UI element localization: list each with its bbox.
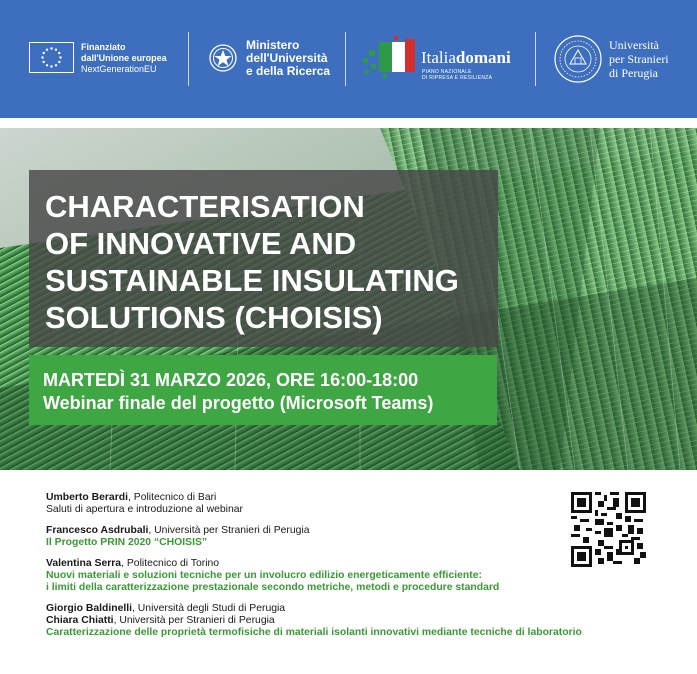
speaker-affiliation: , Politecnico di Bari (128, 492, 217, 503)
header-divider (345, 32, 346, 86)
title-line: OF INNOVATIVE AND (45, 226, 357, 261)
ministry-line3: e della Ricerca (246, 64, 331, 78)
university-line1: Università (609, 38, 659, 52)
italiadomani-name-light: Italia (421, 48, 456, 67)
ministry-line1: Ministero (246, 38, 300, 52)
italiadomani-sub1: PIANO NAZIONALE (422, 69, 472, 75)
speaker-affiliation: , Politecnico di Torino (121, 558, 220, 569)
italiadomani-sub2: DI RIPRESA E RESILIENZA (422, 75, 493, 81)
programme-item (46, 525, 646, 549)
speaker-affiliation: , Università degli Studi di Perugia (132, 603, 286, 614)
university-line3: di Perugia (609, 66, 658, 80)
title-line: CHARACTERISATION (45, 189, 365, 224)
title-line: SUSTAINABLE INSULATING (45, 263, 459, 298)
talk-title: i limiti della caratterizzazione prestazionale secondo metriche, metodi e procedure standard (46, 582, 500, 593)
eu-line1: Finanziato (81, 42, 126, 52)
speaker-name: Valentina Serra (46, 558, 122, 569)
speaker-name: Umberto Berardi (46, 492, 128, 503)
header-band (0, 0, 697, 118)
header-divider (188, 32, 189, 86)
title-line: SOLUTIONS (CHOISIS) (45, 300, 383, 335)
speaker-line (46, 525, 646, 537)
italiadomani-subtitle (422, 69, 492, 81)
university-seal-icon (553, 34, 603, 84)
speaker-name: Giorgio Baldinelli (46, 603, 133, 614)
republic-emblem-icon (207, 40, 239, 76)
speaker-name: Francesco Asdrubali (46, 525, 149, 536)
header-divider (535, 32, 536, 86)
italiadomani-wordmark (421, 49, 511, 67)
session-note: Saluti di apertura e introduzione al webinar (46, 504, 243, 515)
programme-item (46, 558, 646, 594)
eu-line3: NextGenerationEU (81, 64, 157, 74)
talk-title: Nuovi materiali e soluzioni tecniche per un involucro edilizio energeticamente efficiente: (46, 570, 482, 581)
talk-title: Il Progetto PRIN 2020 “CHOISIS” (46, 537, 208, 548)
speaker-name: Chiara Chiatti (46, 615, 114, 626)
programme-list (46, 492, 646, 648)
speaker-line (46, 492, 646, 504)
speaker-line (46, 615, 646, 627)
talk-title: Caratterizzazione delle proprietà termofisiche di materiali isolanti innovativi mediante tecniche di laboratorio (46, 627, 582, 638)
speaker-affiliation: , Università per Stranieri di Perugia (113, 615, 275, 626)
university-line2: per Stranieri (609, 52, 669, 66)
programme-item (46, 492, 646, 516)
event-date: MARTEDÌ 31 MARZO 2026, ORE 16:00-18:00 (43, 370, 419, 390)
eu-line2: dall'Unione europea (81, 53, 167, 63)
italiadomani-name-bold: domani (455, 48, 511, 67)
qr-code-icon[interactable] (571, 492, 646, 567)
ministry-label (246, 39, 330, 78)
programme-item (46, 603, 646, 639)
ministry-line2: dell'Università (246, 51, 328, 65)
event-subtitle: Webinar finale del progetto (Microsoft Teams) (43, 393, 434, 413)
speaker-affiliation: , Università per Stranieri di Perugia (148, 525, 310, 536)
event-title (45, 188, 485, 336)
speaker-line (46, 603, 646, 615)
speaker-line (46, 558, 646, 570)
university-label (609, 38, 669, 80)
italiadomani-logo (361, 36, 417, 80)
eu-funding-label (81, 42, 167, 75)
eu-flag-icon (29, 42, 74, 73)
